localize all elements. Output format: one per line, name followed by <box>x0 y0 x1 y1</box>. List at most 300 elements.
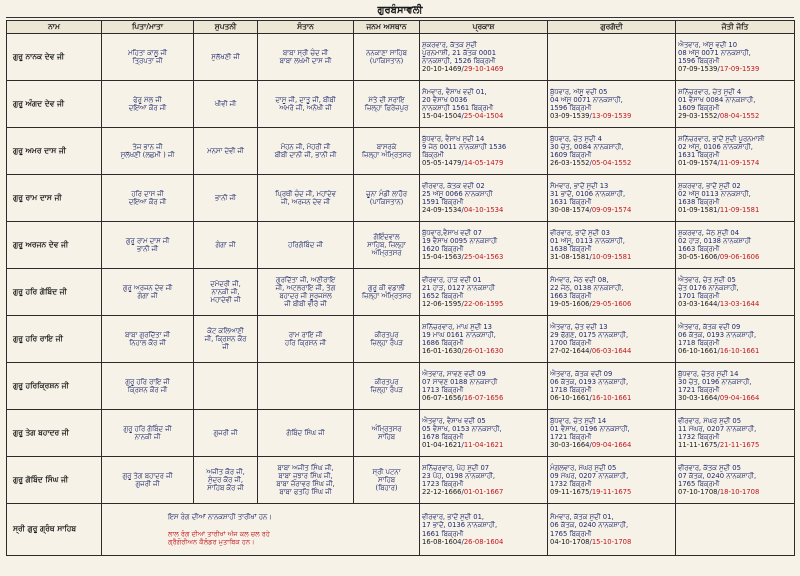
children-cell <box>258 457 354 504</box>
cell-line: ਜੀ, ਕ੍ਰਿਸ਼ਨ ਕੌਰ <box>204 334 247 343</box>
nanakshahi-date: 03-09-1539 <box>550 112 590 121</box>
gregorian-date: 11-09-1581 <box>719 206 760 215</box>
gregorian-date: 15-10-1708 <box>591 537 632 546</box>
cell-line: ਬੁੱਧਵਾਰ, ਵੈਸਾਖ ਸੁਦੀ 14 <box>422 134 485 143</box>
birthplace-cell <box>354 81 420 128</box>
joti-jot-cell <box>676 34 795 81</box>
gregorian-date: 16-07-1656 <box>463 394 504 403</box>
cell-line: 1661 ਬਿਕ੍ਰਮੀ <box>422 529 464 538</box>
nanakshahi-date: 30-05-1606 <box>678 253 718 262</box>
cell-line: ਭਾਨੀ ਜੀ <box>214 193 237 202</box>
cell-line: 1700 ਬਿਕ੍ਰਮੀ <box>550 339 592 347</box>
cell-line: (ਪਾਕਿਸਤਾਨ) <box>369 198 404 206</box>
gregorian-date: 09-04-1664 <box>591 441 632 450</box>
cell-line: ਜ਼ਿਲ੍ਹਾ ਫ਼ਿਰੋਜ਼ਪੁਰ <box>364 104 409 112</box>
cell-line: ਮਨਸਾ ਦੇਵੀ ਜੀ <box>207 146 244 155</box>
gregorian-date: 26-08-1604 <box>463 537 504 546</box>
cell-line: ਐਤਵਾਰ, ਕੱਤਕ ਵਦੀ 09 <box>550 369 613 378</box>
date-pair: 15-04-1563/25-04-1563 <box>422 253 504 262</box>
table-header-row <box>7 21 795 34</box>
cell-line: ਸ਼ੁਕਰਵਾਰ, ਕੱਤਕ ਸੁਦੀ <box>422 40 477 49</box>
cell-line: 1713 ਬਿਕ੍ਰਮੀ <box>422 386 464 394</box>
parents-cell <box>102 128 194 175</box>
cell-line: ਦਮੋਦਰੀ ਜੀ, <box>210 279 241 288</box>
birthplace-cell <box>354 269 420 316</box>
nanakshahi-date: 30-08-1574 <box>550 206 590 215</box>
gregorian-date: 19-11-1675 <box>591 488 632 497</box>
nanakshahi-date: 01-09-1581 <box>678 206 718 215</box>
cell-line: ਜੀ <box>222 343 229 352</box>
date-pair: 06-10-1661/16-10-1661 <box>678 347 760 356</box>
date-pair: 26-03-1552/05-04-1552 <box>550 159 632 168</box>
gurgaddi-cell <box>548 34 676 81</box>
children-cell <box>258 175 354 222</box>
cell-line: ਕੀਰਤਪੁਰ <box>374 330 399 339</box>
spouse-cell <box>194 269 258 316</box>
cell-line: ਤ੍ਰਿਪਤਾ ਜੀ <box>132 57 163 65</box>
date-pair: 19-05-1606/29-05-1606 <box>550 300 632 309</box>
children-cell <box>258 269 354 316</box>
cell-line: ਜੀ, ਅਰਜਨ ਦੇਵ ਜੀ <box>280 198 331 206</box>
cell-line: ਗੁਜਰੀ ਜੀ <box>135 480 160 488</box>
prakash-cell <box>420 504 548 556</box>
prakash-cell <box>420 34 548 81</box>
date-pair: 22-12-1666/01-01-1667 <box>422 488 504 497</box>
spacer <box>168 521 417 529</box>
date-pair: 16-01-1630/26-01-1630 <box>422 347 504 356</box>
gurgaddi-cell <box>548 410 676 457</box>
cell-line: 01 ਵੈਸਾਖ, 0196 ਨਾਨਕਸ਼ਾਹੀ, <box>550 424 630 433</box>
cell-line: 07 ਕੱਤਕ, 0240 ਨਾਨਕਸ਼ਾਹੀ, <box>678 471 757 480</box>
gurgaddi-cell <box>548 222 676 269</box>
gregorian-date: 11-04-1621 <box>463 441 504 450</box>
date-pair: 27-02-1644/06-03-1644 <box>550 347 632 356</box>
cell-line: 1732 ਬਿਕ੍ਰਮੀ <box>678 433 720 441</box>
birthplace-cell <box>354 410 420 457</box>
prakash-cell <box>420 363 548 410</box>
spouse-cell <box>194 222 258 269</box>
cell-line: ਬਾਬਾ ਗੁਰਦਿੱਤਾ ਜੀ <box>124 330 171 339</box>
cell-line: ਸ਼ਨਿੱਚਰਵਾਰ, ਪੋਹ ਸੁਦੀ 07 <box>422 463 490 472</box>
cell-line: ਹਰਿ ਕ੍ਰਿਸ਼ਨ ਜੀ <box>284 339 327 347</box>
cell-line: ਸ੍ਰੀ ਪਟਨਾ <box>372 467 401 476</box>
date-pair: 12-06-1595/22-06-1595 <box>422 300 504 309</box>
cell-line: ਸ਼ਨਿੱਚਰਵਾਰ, ਚੇਤ ਸੁਦੀ 4 <box>678 87 742 96</box>
cell-line: ਵੀਰਵਾਰ, ਕੱਤਕ ਸੁਦੀ 05 <box>678 463 741 472</box>
nanakshahi-date: 06-07-1656 <box>422 394 462 403</box>
cell-line: ਫੇਰੂ ਮੱਲ ਜੀ <box>133 95 162 104</box>
cell-line: 1596 ਬਿਕ੍ਰਮੀ <box>550 104 592 112</box>
children-cell <box>258 410 354 457</box>
cell-line: ਬੁੱਧਵਾਰ, ਚੇਤ ਸੁਦੀ 4 <box>550 134 602 143</box>
guru-name-cell: ਗੁਰੂ ਗੋਬਿੰਦ ਸਿੰਘ ਜੀ <box>7 457 102 504</box>
cell-line: ਚੂਨਾ ਮੰਡੀ ਲਾਹੌਰ <box>366 189 407 198</box>
cell-line: ਵੀਰਵਾਰ, ਹਾੜ ਵਦੀ 01 <box>422 275 482 284</box>
cell-line: ਸਾਹਿਬ ਕੌਰ ਜੀ <box>207 484 244 493</box>
gregorian-date: 10-09-1581 <box>591 253 632 262</box>
date-pair: 01-04-1621/11-04-1621 <box>422 441 504 450</box>
prakash-cell <box>420 457 548 504</box>
birthplace-cell <box>354 222 420 269</box>
guru-name-cell: ਗੁਰੂ ਅਮਰ ਦਾਸ ਜੀ <box>7 128 102 175</box>
cell-line: ਮੰਗਲਵਾਰ, ਮੱਘਰ ਸੁਦੀ 05 <box>550 463 617 472</box>
cell-line: ਗੁਰਦਿੱਤਾ ਜੀ, ਅਣੀਰਾਇ <box>275 275 336 284</box>
cell-line: ਨਨਕਾਣਾ ਸਾਹਿਬ <box>366 48 407 57</box>
guru-name-cell: ਗੁਰੂ ਹਰਿਕ੍ਰਿਸ਼ਨ ਜੀ <box>7 363 102 410</box>
date-pair: 04-10-1708/15-10-1708 <box>550 537 632 546</box>
birthplace-cell <box>354 34 420 81</box>
children-cell <box>258 222 354 269</box>
gregorian-date: 06-03-1644 <box>591 347 632 356</box>
header-children: ਸੰਤਾਨ <box>258 21 354 34</box>
cell-line: ਬੁੱਧਵਾਰ,ਵੈਸਾਖ ਵਦੀ 07 <box>422 228 482 237</box>
table-row <box>7 175 795 222</box>
cell-line: 19 ਮਾਘ 0161 ਨਾਨਕਸ਼ਾਹੀ, <box>422 330 496 339</box>
cell-line: ਮਹਾਦੇਵੀ ਜੀ <box>210 296 241 305</box>
cell-line: 19 ਵੈਸਾਖ 0095 ਨਾਨਕਸ਼ਾਹੀ <box>422 236 498 245</box>
nanakshahi-date: 19-05-1606 <box>550 300 590 309</box>
date-pair: 01-09-1574/11-09-1574 <box>678 159 760 168</box>
nanakshahi-date: 03-03-1644 <box>678 300 718 309</box>
cell-line: 1663 ਬਿਕ੍ਰਮੀ <box>550 292 592 300</box>
cell-line: ਵੀਰਵਾਰ, ਮੱਘਰ ਸੁਦੀ 05 <box>678 416 742 425</box>
guru-name-cell: ਗੁਰੂ ਤੇਗ ਬਹਾਦਰ ਜੀ <box>7 410 102 457</box>
cell-line: 11 ਮੱਘਰ, 0207 ਨਾਨਕਸ਼ਾਹੀ, <box>678 424 757 433</box>
gregorian-date: 13-09-1539 <box>591 112 632 121</box>
cell-line: 01 ਅੱਸੂ, 0113 ਨਾਨਕਸ਼ਾਹੀ, <box>550 236 625 245</box>
gregorian-date: 05-04-1552 <box>591 159 632 168</box>
prakash-cell <box>420 269 548 316</box>
table-row <box>7 316 795 363</box>
parents-cell <box>102 363 194 410</box>
gurgaddi-cell <box>548 175 676 222</box>
nanakshahi-date: 27-02-1644 <box>550 347 590 356</box>
gregorian-date: 09-06-1606 <box>719 253 760 262</box>
cell-line: ਬਾਬਾ ਸ੍ਰੀ ਚੰਦ ਜੀ <box>282 48 329 57</box>
nanakshahi-date: 06-10-1661 <box>678 347 718 356</box>
cell-line: 08 ਅੱਸੂ 0071 ਨਾਨਕਸ਼ਾਹੀ, <box>678 48 751 57</box>
header-parents: ਪਿਤਾ/ਮਾਤਾ <box>102 21 194 34</box>
cell-line: ਹਰਿਗੋਬਿੰਦ ਜੀ <box>288 240 323 249</box>
cell-line: 1721 ਬਿਕ੍ਰਮੀ <box>678 386 720 394</box>
cell-line: 1652 ਬਿਕ੍ਰਮੀ <box>422 292 464 300</box>
parents-cell <box>102 457 194 504</box>
cell-line: ਗੁਰੂ ਹਰਿ ਗੋਬਿੰਦ ਜੀ <box>123 424 172 433</box>
guru-name-cell: ਗੁਰੂ ਅਰਜਨ ਦੇਵ ਜੀ <box>7 222 102 269</box>
joti-jot-cell <box>676 363 795 410</box>
children-cell <box>258 81 354 128</box>
cell-line: ਐਤਵਾਰ, ਸਾਵਣ ਵਦੀ 09 <box>422 369 486 378</box>
cell-line: ਜ਼ਿਲ੍ਹਾ ਰੋਪੜ <box>370 339 403 347</box>
cell-line: ਬਾਬਾ ਅਜੀਤ ਸਿੰਘ ਜੀ, <box>277 463 334 472</box>
cell-line: 06 ਕੱਤਕ, 0193 ਨਾਨਕਸ਼ਾਹੀ, <box>550 377 629 386</box>
date-pair: 03-09-1539/13-09-1539 <box>550 112 632 121</box>
cell-line: ਭਾਨੀ ਜੀ <box>136 245 159 253</box>
cell-line: ਬਾਬਾ ਜੁਝਾਰ ਸਿੰਘ ਜੀ, <box>278 471 333 480</box>
cell-line: 1765 ਬਿਕ੍ਰਮੀ <box>550 529 592 538</box>
cell-line: 06 ਕੱਤਕ, 0240 ਨਾਨਕਸ਼ਾਹੀ, <box>550 521 629 530</box>
cell-line: 1631 ਬਿਕ੍ਰਮੀ <box>550 198 592 206</box>
parents-cell <box>102 410 194 457</box>
cell-line: 31 ਭਾਦੋਂ, 0106 ਨਾਨਕਸ਼ਾਹੀ, <box>550 189 626 198</box>
cell-line: ਅਜੀਤ ਕੌਰ ਜੀ, <box>206 467 245 476</box>
cell-line: ਐਤਵਾਰ, ਚੇਤ ਸੁਦੀ 05 <box>678 275 736 284</box>
table-row <box>7 128 795 175</box>
gregorian-date: 29-10-1469 <box>463 65 504 74</box>
header-gurgaddi: ਗੁਰਗੱਦੀ <box>548 21 676 34</box>
table-row <box>7 363 795 410</box>
cell-line: ਕ੍ਰਿਸ਼ਨ ਕੌਰ ਜੀ <box>127 386 168 394</box>
nanakshahi-date: 01-09-1574 <box>678 159 718 168</box>
cell-line: ਬਾਬਾ ਫਤਹਿ ਸਿੰਘ ਜੀ <box>279 488 332 497</box>
children-cell <box>258 34 354 81</box>
cell-line: ਜ਼ਿਲ੍ਹਾ ਰੋਪੜ <box>370 386 403 394</box>
nanakshahi-date: 15-04-1563 <box>422 253 462 262</box>
nanakshahi-date: 06-10-1661 <box>550 394 590 403</box>
gregorian-date: 16-10-1661 <box>591 394 632 403</box>
header-spouse: ਸੁਪਤਨੀ <box>194 21 258 34</box>
cell-line: 1609 ਬਿਕ੍ਰਮੀ <box>550 151 592 159</box>
children-cell <box>258 363 354 410</box>
date-pair: 29-03-1552/08-04-1552 <box>678 112 760 121</box>
joti-jot-cell <box>676 504 795 556</box>
cell-line: 05 ਵੈਸਾਖ, 0153 ਨਾਨਕਸ਼ਾਹੀ, <box>422 424 502 433</box>
cell-line: 1701 ਬਿਕ੍ਰਮੀ <box>678 292 720 300</box>
nanakshahi-date: 12-06-1595 <box>422 300 462 309</box>
gregorian-date: 22-06-1595 <box>463 300 504 309</box>
cell-line: 1765 ਬਿਕ੍ਰਮੀ <box>678 480 720 488</box>
cell-line: ਬਾਬਾ ਜ਼ੋਰਾਵਰ ਸਿੰਘ ਜੀ, <box>276 480 335 488</box>
cell-line: 1620 ਬਿਕ੍ਰਮੀ <box>422 245 464 253</box>
cell-line: ਸੋਮਵਾਰ, ਜੇਠ ਵਦੀ 08, <box>550 275 609 284</box>
spouse-cell <box>194 128 258 175</box>
cell-line: 1718 ਬਿਕ੍ਰਮੀ <box>550 386 592 394</box>
gurgaddi-cell <box>548 363 676 410</box>
cell-line: 1732 ਬਿਕ੍ਰਮੀ <box>550 480 592 488</box>
cell-line: ਗੁਰੂ ਹਰਿ ਰਾਇ ਜੀ <box>125 377 170 386</box>
cell-line: 09 ਮੱਘਰ, 0207 ਨਾਨਕਸ਼ਾਹੀ, <box>550 471 629 480</box>
nanakshahi-date: 15-04-1504 <box>422 112 462 121</box>
joti-jot-cell <box>676 457 795 504</box>
cell-line: 1721 ਬਿਕ੍ਰਮੀ <box>550 433 592 441</box>
cell-line: ਵੀਰਵਾਰ, ਭਾਦੋਂ ਸੁਦੀ 03 <box>550 228 610 237</box>
cell-line: ਮਹਿਤਾ ਕਾਲੂ ਜੀ <box>127 48 168 57</box>
date-pair: 24-09-1534/04-10-1534 <box>422 206 504 215</box>
cell-line: ਬਾਬਾ ਲਖਮੀ ਦਾਸ ਜੀ <box>279 57 332 65</box>
legend-note-cell <box>102 504 420 556</box>
nanakshahi-date: 24-09-1534 <box>422 206 462 215</box>
cell-line: 02 ਅੱਸੂ 0113 ਨਾਨਕਸ਼ਾਹੀ, <box>678 189 751 198</box>
cell-line: ਅੰਮ੍ਰਿਤਸਰ <box>371 249 402 258</box>
gurgaddi-cell <box>548 128 676 175</box>
date-pair: 31-08-1581/10-09-1581 <box>550 253 632 262</box>
table-row <box>7 269 795 316</box>
prakash-cell <box>420 175 548 222</box>
date-pair: 07-09-1539/17-09-1539 <box>678 65 760 74</box>
guru-name-cell: ਸ੍ਰੀ ਗੁਰੂ ਗ੍ਰੰਥ ਸਾਹਿਬ <box>7 504 102 556</box>
cell-line: 1678 ਬਿਕ੍ਰਮੀ <box>422 433 464 441</box>
cell-line: ਅਮਰੋ ਜੀ, ਅਨੋਖੀ ਜੀ <box>279 104 332 112</box>
date-pair: 30-03-1664/09-04-1664 <box>550 441 632 450</box>
cell-line: 9 ਜੇਠ 0011 ਨਾਨਕਸ਼ਾਹੀ 1536 <box>422 142 507 151</box>
cell-line: ਗੋਬਿੰਦ ਸਿੰਘ ਜੀ <box>286 428 325 437</box>
cell-line: ਨਾਨਕੀ ਜੀ <box>134 433 161 441</box>
gregorian-date: 01-01-1667 <box>463 488 504 497</box>
cell-line: 1596 ਬਿਕ੍ਰਮੀ <box>678 57 720 65</box>
cell-line: 23 ਪੋਹ, 0198 ਨਾਨਕਸ਼ਾਹੀ, <box>422 471 496 480</box>
cell-line: ਗੁਰੂ ਤੇਗ ਬਹਾਦਰ ਜੀ <box>122 471 173 480</box>
cell-line: ਗੁਰੂ ਅਰਜਨ ਦੇਵ ਜੀ <box>122 283 173 292</box>
date-pair: 30-05-1606/09-06-1606 <box>678 253 760 262</box>
cell-line: ਐਤਵਾਰ, ਵੈਸਾਖ ਵਦੀ 05 <box>422 416 486 425</box>
cell-line: ਨਿਹਾਲ ਕੌਰ ਜੀ <box>129 339 166 347</box>
gregorian-date: 09-04-1664 <box>719 394 760 403</box>
cell-line: ਸੋਮਵਾਰ, ਵੈਸਾਖ ਵਦੀ 01, <box>422 87 487 96</box>
document-title: ਗੁਰਬੰਸਾਵਲੀ <box>6 4 794 18</box>
parents-cell <box>102 222 194 269</box>
gregorian-date: 13-03-1644 <box>719 300 760 309</box>
cell-line: ਸਾਹਿਬ <box>377 433 396 441</box>
date-pair: 01-09-1581/11-09-1581 <box>678 206 760 215</box>
cell-line: ਐਤਵਾਰ, ਅੱਸੂ ਵਦੀ 10 <box>678 40 738 49</box>
cell-line: ਨਾਨਕੀ ਜੀ, <box>211 287 240 296</box>
nanakshahi-date: 29-03-1552 <box>678 112 718 121</box>
cell-line: 1609 ਬਿਕ੍ਰਮੀ <box>678 104 720 112</box>
gregorian-date: 11-09-1574 <box>719 159 760 168</box>
spouse-cell <box>194 410 258 457</box>
cell-line: ਬੁੱਧਵਾਰ, ਚੇਤਰ ਸੁਦੀ 14 <box>678 369 739 378</box>
spouse-cell <box>194 175 258 222</box>
joti-jot-cell <box>676 269 795 316</box>
nanakshahi-date: 20-10-1469 <box>422 65 462 74</box>
header-joti-jot: ਜੋਤੀ ਜੋਤਿ <box>676 21 795 34</box>
lineage-table <box>6 20 795 556</box>
cell-line: ਬਿਕ੍ਰਮੀ <box>422 151 444 159</box>
cell-line: ਸੁੰਦਰ ਕੌਰ ਜੀ, <box>207 475 244 484</box>
cell-line: 1723 ਬਿਕ੍ਰਮੀ <box>422 480 464 488</box>
cell-line: ਜੀ, ਅਟਲਰਾਇ ਜੀ, ਤੇਗ <box>275 283 336 292</box>
nanakshahi-date: 22-12-1666 <box>422 488 462 497</box>
header-name: ਨਾਮ <box>7 21 102 34</box>
gregorian-date: 21-11-1675 <box>719 441 760 450</box>
guru-name-cell: ਗੁਰੂ ਹਰਿ ਗੋਬਿੰਦ ਜੀ <box>7 269 102 316</box>
joti-jot-cell <box>676 128 795 175</box>
table-row <box>7 410 795 457</box>
children-cell <box>258 128 354 175</box>
joti-jot-cell <box>676 81 795 128</box>
cell-line: ਲਾਲ ਰੰਗ ਦੀਆਂ ਤਾਰੀਖਾਂ ਅੱਜ ਕਲ ਚਲ ਰਹੇ <box>168 529 270 538</box>
table-body <box>7 34 795 556</box>
birthplace-cell <box>354 175 420 222</box>
gregorian-date: 29-05-1606 <box>591 300 632 309</box>
cell-line: ਮੋਹਨ ਜੀ, ਮੋਹਰੀ ਜੀ <box>280 142 331 151</box>
prakash-cell <box>420 410 548 457</box>
guru-name-cell: ਗੁਰੂ ਨਾਨਕ ਦੇਵ ਜੀ <box>7 34 102 81</box>
cell-line: ਸਾਹਿਬ, ਜ਼ਿਲ੍ਹਾ <box>367 240 406 249</box>
cell-line: 20 ਵੈਸਾਖ 0036 <box>422 95 468 104</box>
cell-line: 1638 ਬਿਕ੍ਰਮੀ <box>550 245 592 253</box>
table-row <box>7 81 795 128</box>
cell-line: ਜੀ ਬੀਬੀ ਵੀਰੋ ਜੀ <box>284 300 327 309</box>
cell-line: ਗੁਰੂ ਰਾਮ ਦਾਸ ਜੀ <box>125 236 170 245</box>
joti-jot-cell <box>676 410 795 457</box>
children-cell <box>258 316 354 363</box>
cell-line: ਜ਼ਿਲ੍ਹਾ ਅੰਮ੍ਰਿਤਸਰ <box>361 292 412 300</box>
cell-line: ਅੰਮ੍ਰਿਤਸਰ <box>371 424 402 433</box>
spouse-cell <box>194 457 258 504</box>
date-pair: 30-03-1664/09-04-1664 <box>678 394 760 403</box>
gurgaddi-cell <box>548 316 676 363</box>
cell-line: 1638 ਬਿਕ੍ਰਮੀ <box>678 198 720 206</box>
cell-line: ਗੁਰੂ ਕੀ ਵਡਾਲੀ <box>367 283 406 292</box>
cell-line: 02 ਅੱਸੂ, 0106 ਨਾਨਕਸ਼ਾਹੀ, <box>678 142 753 151</box>
nanakshahi-date: 30-03-1664 <box>678 394 718 403</box>
cell-line: 1663 ਬਿਕ੍ਰਮੀ <box>678 245 720 253</box>
cell-line: ਹਰਿ ਦਾਸ ਜੀ <box>131 189 164 198</box>
cell-line: (ਪਾਕਿਸਤਾਨ) <box>369 57 404 65</box>
cell-line: ਮੱਤੇ ਦੀ ਸਰਾਇ <box>368 95 405 104</box>
cell-line: ਸਾਹਿਬ <box>377 475 396 484</box>
nanakshahi-date: 09-11-1675 <box>550 488 590 497</box>
birthplace-cell <box>354 363 420 410</box>
cell-line: ਦਾਸੂ ਜੀ, ਦਾਤੂ ਜੀ, ਬੀਬੀ <box>275 95 336 104</box>
cell-line: ਰਾਮ ਰਾਇ ਜੀ <box>288 330 323 339</box>
cell-line: 30 ਚੇਤ, 0196 ਨਾਨਕਸ਼ਾਹੀ, <box>678 377 752 386</box>
cell-line: ਬਾਸਰਕੇ <box>376 142 397 151</box>
prakash-cell <box>420 128 548 175</box>
parents-cell <box>102 269 194 316</box>
cell-line: ਸ਼ਨਿੱਚਰਵਾਰ, ਭਾਦੋਂ ਸੁਦੀ ਪੂਰਨਮਾਸ਼ੀ <box>678 134 765 143</box>
gregorian-date: 26-01-1630 <box>463 347 504 356</box>
date-pair: 07-10-1708/18-10-1708 <box>678 488 760 497</box>
spouse-cell <box>194 81 258 128</box>
cell-line: ਗੰਗਾ ਜੀ <box>137 292 158 300</box>
gregorian-date: 18-10-1708 <box>719 488 760 497</box>
cell-line: ਗੁਜਰੀ ਜੀ <box>213 428 238 437</box>
joti-jot-cell <box>676 222 795 269</box>
cell-line: ਵੀਰਵਾਰ, ਭਾਦੋਂ ਸੁਦੀ 01, <box>422 513 485 522</box>
gurgaddi-cell <box>548 457 676 504</box>
cell-line: ਗ੍ਰੈਗੋਰੀਅਨ ਕੈਲੰਡਰ ਮੁਤਾਬਿਕ ਹਨ। <box>168 537 255 546</box>
cell-line: 07 ਸਾਵਣ 0188 ਨਾਨਕਸ਼ਾਹੀ <box>422 377 498 386</box>
nanakshahi-date: 07-09-1539 <box>678 65 718 74</box>
nanakshahi-date: 26-03-1552 <box>550 159 590 168</box>
gregorian-date: 17-09-1539 <box>719 65 760 74</box>
cell-line: 1686 ਬਿਕ੍ਰਮੀ <box>422 339 464 347</box>
cell-line: ਜ਼ਿਲ੍ਹਾ ਅੰਮ੍ਰਿਤਸਰ <box>361 151 412 159</box>
cell-line: ਦਇਆ ਕੌਰ ਜੀ <box>128 104 167 112</box>
cell-line: ਪ੍ਰਿਥੀ ਚੰਦ ਜੀ, ਮਹਾਂਦੇਵ <box>275 189 336 198</box>
cell-line: ਬੁੱਧਵਾਰ, ਅੱਸੂ ਵਦੀ 05 <box>550 87 608 96</box>
cell-line: ਐਤਵਾਰ, ਚੇਤ ਵਦੀ 13 <box>550 322 608 331</box>
cell-line: ਇਸ ਰੰਗ ਦੀਆਂ ਨਾਨਕਸ਼ਾਹੀ ਤਾਰੀਖਾਂ ਹਨ। <box>168 513 272 522</box>
table-row <box>7 504 795 556</box>
spouse-cell <box>194 363 258 410</box>
cell-line: ਨਾਨਕਸ਼ਾਹੀ 1561 ਬਿਕ੍ਰਮੀ <box>422 104 494 112</box>
cell-line: ਕੀਰਤਪੁਰ <box>374 377 399 386</box>
cell-line: 06 ਕੱਤਕ, 0193 ਨਾਨਕਸ਼ਾਹੀ, <box>678 330 757 339</box>
date-pair: 16-08-1604/26-08-1604 <box>422 537 504 546</box>
parents-cell <box>102 175 194 222</box>
spouse-cell <box>194 316 258 363</box>
date-pair: 06-10-1661/16-10-1661 <box>550 394 632 403</box>
cell-line: ਸ਼ੁਕਰਵਾਰ, ਜੇਠ ਸੁਦੀ 04 <box>678 228 740 237</box>
table-row <box>7 457 795 504</box>
date-pair: 06-07-1656/16-07-1656 <box>422 394 504 403</box>
nanakshahi-date: 04-10-1708 <box>550 537 590 546</box>
prakash-cell <box>420 316 548 363</box>
gurgaddi-cell <box>548 504 676 556</box>
